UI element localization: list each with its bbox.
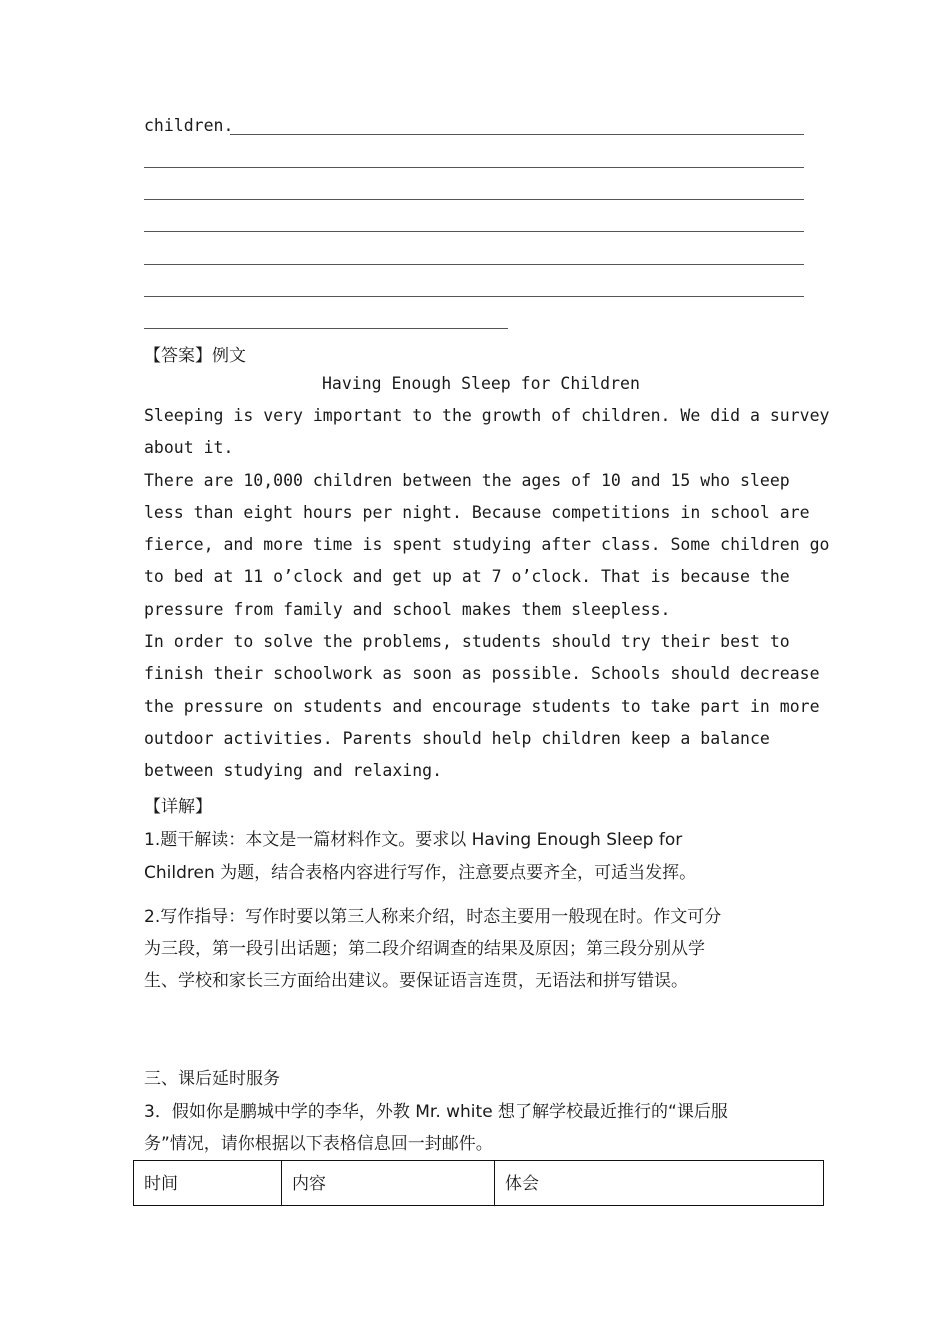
table-header-cell: 体会 bbox=[495, 1161, 824, 1206]
essay-line: less than eight hours per night. Because competitions in school are bbox=[144, 503, 810, 522]
answer-header: 【答案】例文 bbox=[144, 346, 246, 366]
essay-line: In order to solve the problems, students should try their best to bbox=[144, 632, 790, 651]
essay-line: outdoor activities. Parents should help children keep a balance bbox=[144, 729, 770, 748]
writing-line bbox=[230, 134, 804, 135]
table-header-cell: 时间 bbox=[134, 1161, 282, 1206]
essay-line: pressure from family and school makes them sleepless. bbox=[144, 600, 671, 619]
table-header-row bbox=[134, 1161, 824, 1206]
writing-line bbox=[144, 264, 804, 265]
table-header-cell: 内容 bbox=[282, 1161, 495, 1206]
essay-line: to bed at 11 o’clock and get up at 7 o’clock. That is because the bbox=[144, 567, 790, 586]
explanation-p2: 生、学校和家长三方面给出建议。要保证语言连贯，无语法和拼写错误。 bbox=[144, 971, 688, 991]
essay-line: There are 10,000 children between the ages of 10 and 15 who sleep bbox=[144, 471, 790, 490]
explanation-p1: Children 为题，结合表格内容进行写作，注意要点要齐全，可适当发挥。 bbox=[144, 863, 697, 883]
writing-line bbox=[144, 328, 508, 329]
writing-first-word: children. bbox=[144, 116, 234, 135]
writing-line bbox=[144, 167, 804, 168]
essay-line: finish their schoolwork as soon as possible. Schools should decrease bbox=[144, 664, 820, 683]
essay-line: fierce, and more time is spent studying after class. Some children go bbox=[144, 535, 830, 554]
essay-line: between studying and relaxing. bbox=[144, 761, 443, 780]
writing-line bbox=[144, 296, 804, 297]
writing-line bbox=[144, 231, 804, 232]
essay-line: Sleeping is very important to the growth of children. We did a survey bbox=[144, 406, 830, 425]
explanation-p2: 为三段，第一段引出话题；第二段介绍调查的结果及原因；第三段分别从学 bbox=[144, 939, 705, 959]
question-text: 务”情况，请你根据以下表格信息回一封邮件。 bbox=[144, 1134, 493, 1154]
question-text: 3．假如你是鹏城中学的李华，外教 Mr. white 想了解学校最近推行的“课后服 bbox=[144, 1102, 728, 1122]
explanation-p2: 2.写作指导：写作时要以第三人称来介绍，时态主要用一般现在时。作文可分 bbox=[144, 907, 722, 927]
info-table bbox=[133, 1160, 824, 1206]
essay-line: the pressure on students and encourage students to take part in more bbox=[144, 697, 820, 716]
section-heading: 三、课后延时服务 bbox=[144, 1069, 280, 1089]
explanation-header: 【详解】 bbox=[144, 797, 212, 817]
essay-line: about it. bbox=[144, 438, 234, 457]
essay-title: Having Enough Sleep for Children bbox=[322, 374, 640, 393]
explanation-p1: 1.题干解读：本文是一篇材料作文。要求以 Having Enough Sleep for bbox=[144, 830, 683, 850]
writing-line bbox=[144, 199, 804, 200]
